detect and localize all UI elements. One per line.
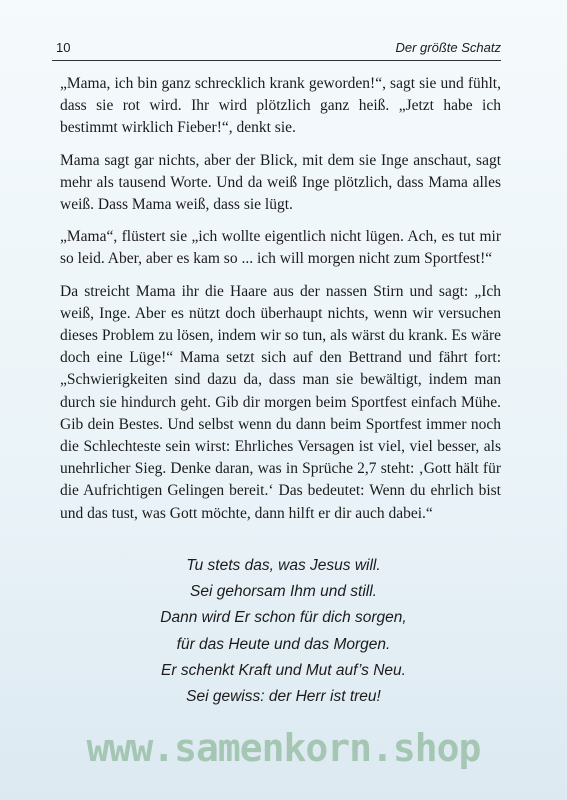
poem-line: Sei gehorsam Ihm und still. [190,583,377,601]
page-number: 10 [56,40,71,55]
page-header [52,38,501,61]
poem-line: für das Heute und das Morgen. [176,635,391,653]
poem-line: Sei gewiss: der Herr ist treu! [186,688,381,706]
body-text [60,73,501,535]
poem-line: Tu stets das, was Jesus will. [186,557,381,574]
poem [50,553,517,710]
paragraph: „Mama“, flüstert sie „ich wollte eigentlich nicht lügen. Ach, es tut mir so leid. Aber, aber es kam so ... ich will morgen nicht zum Sportfest!“ [60,228,501,268]
running-title: Der größte Schatz [395,40,501,55]
poem-line: Dann wird Er schon für dich sorgen, [160,609,407,627]
paragraph: Mama sagt gar nichts, aber der Blick, mit dem sie Inge anschaut, sagt mehr als tausend Worte. Und da weiß Inge plötzlich, dass Mama alles weiß. Dass Mama weiß, dass sie lügt. [60,151,501,214]
poem-line: Er schenkt Kraft und Mut auf’s Neu. [161,661,406,679]
paragraph: Da streicht Mama ihr die Haare aus der nassen Stirn und sagt: „Ich weiß, Inge. Aber es nützt doch überhaupt nichts, wenn wir versuchen dieses Problem zu lösen, indem wir so tun, als wärst du krank. Es wäre doch eine Lüge!“ Mama setzt sich auf den Bettrand und fährt fort: „Schwierigkeiten sind dazu da, dass man sie bewältigt, indem man durch sie hindurch geht. Gib dir morgen beim Sportfest einfach Mühe. Gib dein Bestes. Und selbst wenn du dann beim Sportfest immer noch die Schlechteste sein wirst: Ehrliches Versagen ist viel, viel besser, als unehrlicher Sieg. Denke daran, was in Sprüche 2,7 steht: ‚Gott hält für die Aufrichtigen Gelingen bereit.‘ Das bedeutet: Wenn du ehrlich bist und das tust, was Gott möchte, dann hilft er dir auch dabei.“ [60,282,501,522]
watermark-url: www.samenkorn.shop [86,726,481,770]
paragraph: „Mama, ich bin ganz schrecklich krank geworden!“, sagt sie und fühlt, dass sie rot wird. Ihr wird plötzlich ganz heiß. „Jetzt habe ich bestimmt wirklich Fieber!“, denkt sie. [60,75,501,137]
